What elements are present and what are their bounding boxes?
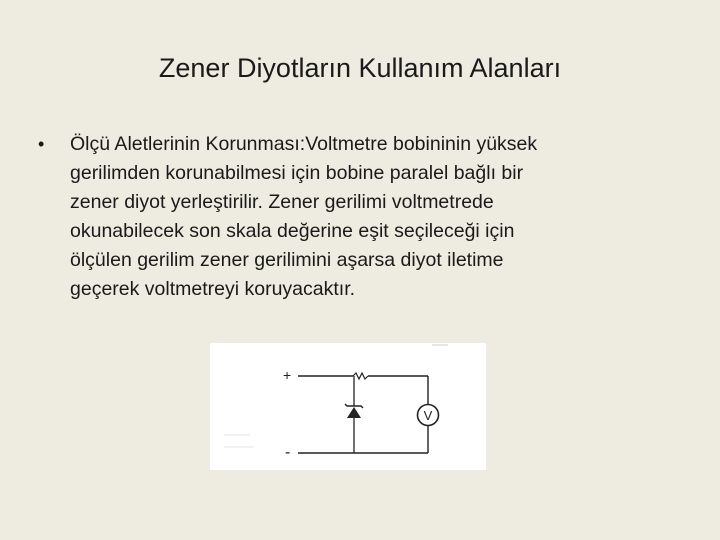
slide-title: Zener Diyotların Kullanım Alanları — [158, 53, 562, 83]
bullet-line: geçerek voltmetreyi koruyacaktır. — [70, 278, 356, 300]
circuit-svg — [210, 343, 486, 470]
bullet-line: Ölçü Aletlerinin Korunması:Voltmetre bobininin yüksek — [70, 133, 538, 155]
zener-diode-symbol — [347, 407, 361, 418]
bullet-line: gerilimden korunabilmesi için bobine paralel bağlı bir — [70, 162, 524, 184]
plus-terminal-label: + — [283, 367, 292, 383]
minus-terminal-label: - — [285, 444, 291, 461]
bullet-item — [38, 130, 678, 304]
bullet-line: ölçülen gerilim zener gerilimini aşarsa diyot iletime — [70, 249, 504, 271]
bullet-line: zener diyot yerleştirilir. Zener gerilimi voltmetrede — [70, 191, 494, 213]
series-resistor — [353, 373, 368, 379]
bullet-line: okunabilecek son skala değerine eşit seçileceği için — [70, 220, 515, 242]
voltmeter-label: V — [423, 408, 433, 423]
bullet-text — [70, 130, 678, 304]
bullet-marker: • — [38, 134, 45, 154]
circuit-diagram — [210, 343, 486, 470]
